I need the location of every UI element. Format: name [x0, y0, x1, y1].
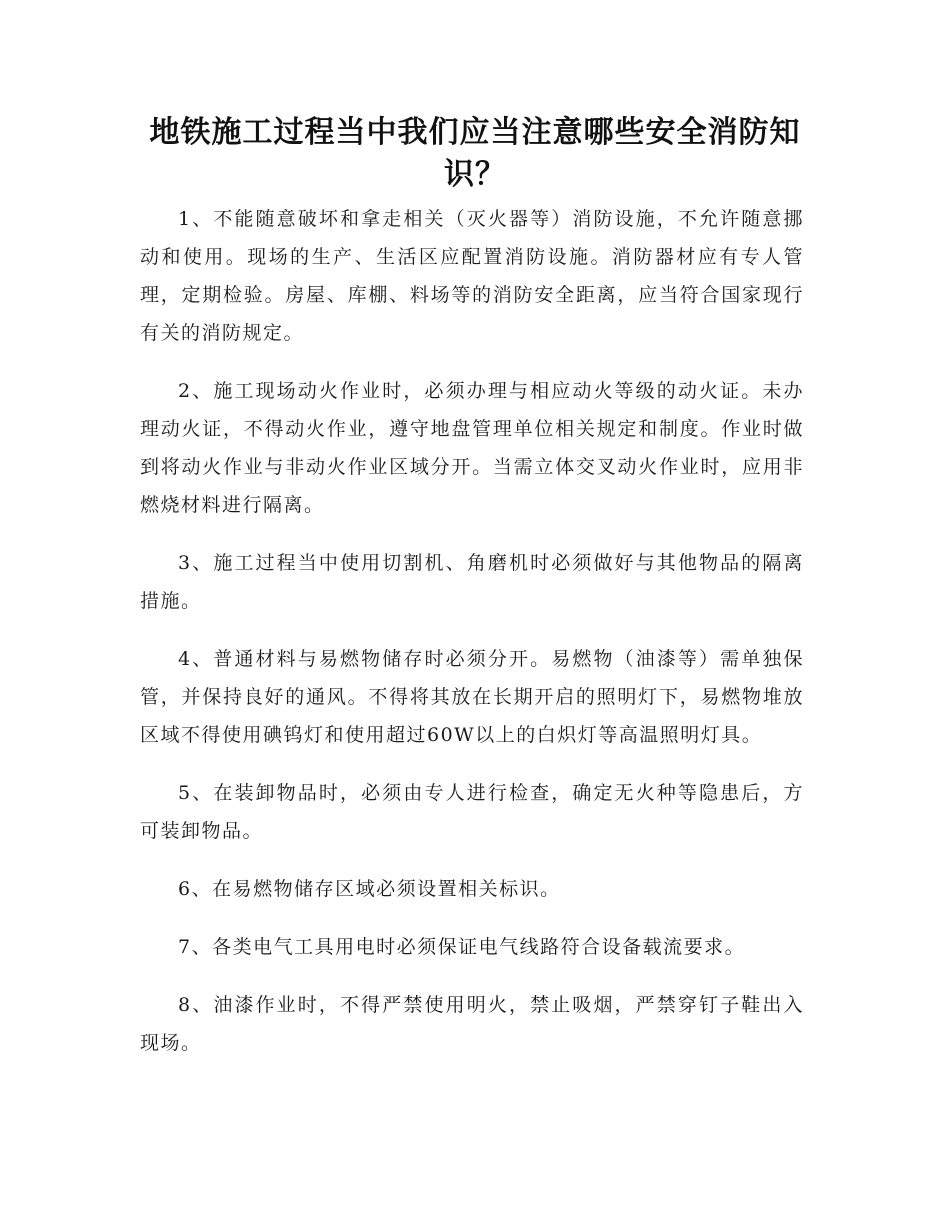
- document-body: [140, 200, 804, 1082]
- paragraph-1: 1、不能随意破坏和拿走相关（灭火器等）消防设施，不允许随意挪动和使用。现场的生产、生活区应配置消防设施。消防器材应有专人管理，定期检验。房屋、库棚、料场等的消防安全距离，应当符合国家现行有关的消防规定。: [140, 208, 804, 344]
- paragraph-7: 7、各类电气工具用电时必须保证电气线路符合设备载流要求。: [178, 936, 746, 958]
- paragraph-3: 3、施工过程当中使用切割机、角磨机时必须做好与其他物品的隔离措施。: [140, 552, 804, 612]
- paragraph-6: 6、在易燃物储存区域必须设置相关标识。: [178, 878, 561, 900]
- paragraph-5: 5、在装卸物品时，必须由专人进行检查，确定无火种等隐患后，方可装卸物品。: [140, 782, 804, 842]
- paragraph-4: 4、普通材料与易燃物储存时必须分开。易燃物（油漆等）需单独保管，并保持良好的通风。不得将其放在长期开启的照明灯下，易燃物堆放区域不得使用碘钨灯和使用超过60W以上的白炽灯等高温照明灯具。: [140, 648, 804, 746]
- paragraph-2: 2、施工现场动火作业时，必须办理与相应动火等级的动火证。未办理动火证，不得动火作业，遵守地盘管理单位相关规定和制度。作业时做到将动火作业与非动火作业区域分开。当需立体交叉动火作业时，应用非燃烧材料进行隔离。: [140, 380, 804, 516]
- document-title: 地铁施工过程当中我们应当注意哪些安全消防知识？: [149, 115, 801, 192]
- paragraph-8: 8、油漆作业时，不得严禁使用明火，禁止吸烟，严禁穿钉子鞋出入现场。: [140, 994, 804, 1054]
